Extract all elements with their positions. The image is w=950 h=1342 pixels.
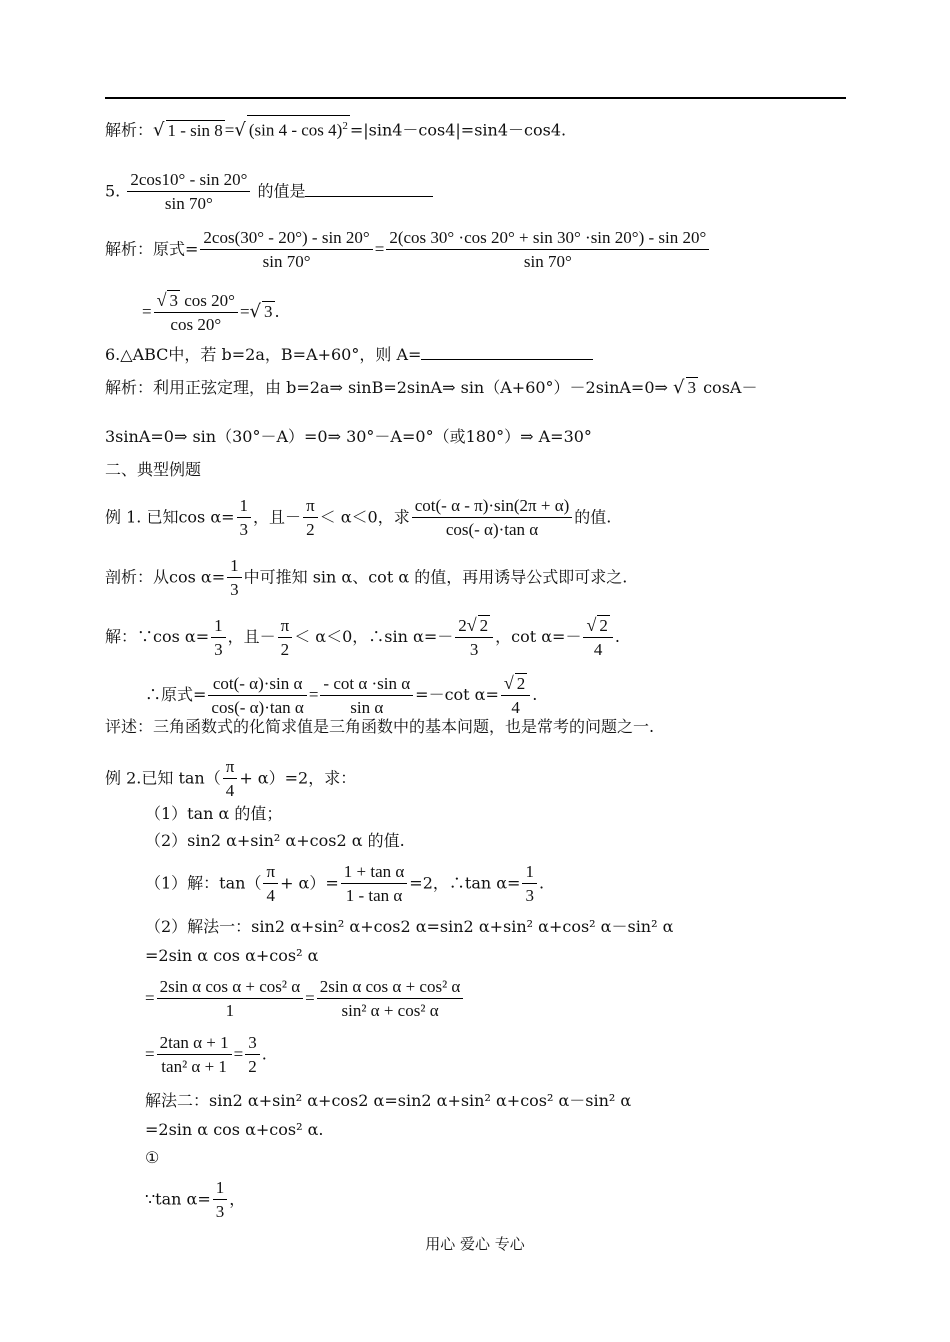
fraction: $\frac{\cot(- \alpha - \pi)\cdot\sin(2\pi + \alpha)}{\text{cos(- α)·tan α}}$ [412,496,573,540]
solution-line-1: 解析：√ 1 - sin 8 =√ (sin 4 - cos 4)$^2$ =|sin4－cos4|=sin4－cos4. [105,115,566,141]
fraction: $\frac{\text{1 + tan α}}{\text{1 - tan α}}$ [341,862,408,906]
solution-2-method-2-line-3: ∵tan α= $\frac{1}{3}$ ， [145,1178,246,1221]
fraction: $\frac{\text{cot(- α)·sin α}}{\text{cos(- α)·tan α}}$ [208,674,306,718]
solution-2-method-1-line-1: （2）解法一：sin2 α+sin² α+cos2 α=sin2 α+sin² α+cos² α－sin² α [145,917,674,936]
question-5: 5. $\frac{2\cos 10^\circ - \sin 20^\circ}{\sin 70^\circ}$ 的值是 [105,170,433,214]
fraction: $\frac{\text{2sin α cos α + cos² α}}{\text{sin² α + cos² α}}$ [317,977,464,1021]
analysis-1: 剖析：从cos α= $\frac{1}{3}$ 中可推知 sin α、cot α 的值，再用诱导公式即可求之. [105,556,628,599]
example-2: 例 2.已知 tan（ $\frac{\pi}{4}$ + α）=2，求： [105,757,357,800]
fraction: $\frac{2\cos(30^\circ - 20^\circ) - \sin 20^\circ}{\sin 70^\circ}$ [200,228,372,272]
page-footer: 用心 爱心 专心 [425,1235,525,1253]
question-6: 6.△ABC中，若 b=2a，B=A+60°，则 A= [105,345,593,365]
fraction: $\frac{2(\cos 30^\circ \cdot\cos 20^\circ + \sin 30^\circ \cdot\sin 20^\circ) - \sin 20^\circ}{\sin 70^\circ}$ [386,228,709,272]
fraction: $\frac{√ 3 \cos 20^\circ}{\cos 20^\circ}$ [154,290,238,335]
fraction: $\frac{\pi}{4}$ [223,757,238,801]
example-2-part-1: （1）tan α 的值； [145,804,283,823]
fraction: $\frac{\pi}{4}$ [263,862,278,906]
solution-ex1-line-2: ∴原式= $\frac{\text{cot(- α)·sin α}}{\text{cos(- α)·tan α}}$ = $\frac{\text{- cot α ·sin α}}{\text{sin α}}$ =－cot α= $\frac{√ 2}{4}$ . [145,673,538,717]
example-2-part-2: （2）sin2 α+sin² α+cos2 α 的值. [145,831,405,850]
solution-ex1-line-1: 解：∵cos α= $\frac{1}{3}$ ，且－ $\frac{\pi}{2}$ ＜ α＜0，∴sin α=－ $\frac{2√ 2}{3}$ ，cot α=－ $\frac{√ 2}{4}$ . [105,615,620,659]
fraction: $\frac{\pi}{2}$ [303,496,318,540]
fraction: $\frac{\pi}{2}$ [278,616,293,660]
solution-2-method-1-line-2: =2sin α cos α+cos² α [145,946,319,965]
fraction: $\frac{1}{3}$ [237,496,252,540]
solution-5-continued: = $\frac{√ 3 \cos 20^\circ}{\cos 20^\circ}$ =√ 3 . [142,290,280,334]
solution-2-method-1-line-3: = $\frac{\text{2sin α cos α + cos² α}}{1}$ = $\frac{\text{2sin α cos α + cos² α}}{\text{sin² α + cos² α}}$ [145,977,465,1021]
solution-2-part-1: （1）解：tan（ $\frac{\pi}{4}$ + α）= $\frac{\text{1 + tan α}}{\text{1 - tan α}}$ =2，∴tan α= $\frac{1}{3}$ . [145,862,545,905]
solution-5: 解析：原式= $\frac{2\cos(30^\circ - 20^\circ) - \sin 20^\circ}{\sin 70^\circ}$ = $\frac{2(\cos 30^\circ \cdot\cos 20^\circ + \sin 30^\circ \cdot\sin 20^\circ) - \sin 20^\circ}{\sin 70^\circ}$ [105,228,711,272]
solution-2-method-2-line-1: 解法二：sin2 α+sin² α+cos2 α=sin2 α+sin² α+cos² α－sin² α [145,1091,632,1110]
solution-6-line-2: 3sinA=0⇒ sin（30°－A）=0⇒ 30°－A=0°（或180°）⇒ A=30° [105,427,592,446]
fraction: $\frac{√ 2}{4}$ [501,673,530,718]
solution-6-line-1: 解析：利用正弦定理，由 b=2a⇒ sinB=2sinA⇒ sin（A+60°）－2sinA=0⇒ √ 3 cosA－ [105,377,758,398]
fraction: $\frac{1}{3}$ [522,862,537,906]
fraction: $\frac{3}{2}$ [245,1033,260,1077]
header-rule [105,97,846,99]
fraction: $\frac{2\cos 10^\circ - \sin 20^\circ}{\sin 70^\circ}$ [127,170,250,214]
circled-marker: ① [145,1148,160,1167]
fraction: $\frac{\text{2sin α cos α + cos² α}}{1}$ [157,977,304,1021]
fraction: $\frac{√ 2}{4}$ [583,615,612,660]
example-1: 例 1. 已知cos α= $\frac{1}{3}$ ，且－ $\frac{\pi}{2}$ ＜ α＜0，求 $\frac{\cot(- \alpha - \pi)\cdot\sin(2\pi + \alpha)}{\text{cos(- α)·tan α}}$ 的值. [105,496,612,539]
fraction: $\frac{2√ 2}{3}$ [455,615,493,660]
review-note: 评述：三角函数式的化简求值是三角函数中的基本问题，也是常考的问题之一. [105,717,655,736]
fraction: $\frac{\text{- cot α ·sin α}}{\text{sin α}}$ [320,674,413,718]
fraction: $\frac{1}{3}$ [213,1178,228,1222]
fraction: $\frac{\text{2tan α + 1}}{\text{tan² α + 1}}$ [157,1033,232,1077]
answer-blank [305,196,433,197]
fraction: $\frac{1}{3}$ [211,616,226,660]
section-heading: 二、典型例题 [105,460,202,479]
solution-2-method-2-line-2: =2sin α cos α+cos² α. [145,1120,324,1139]
solution-2-method-1-line-4: = $\frac{\text{2tan α + 1}}{\text{tan² α + 1}}$ = $\frac{3}{2}$ . [145,1033,267,1076]
answer-blank [421,359,593,360]
fraction: $\frac{1}{3}$ [227,556,242,600]
